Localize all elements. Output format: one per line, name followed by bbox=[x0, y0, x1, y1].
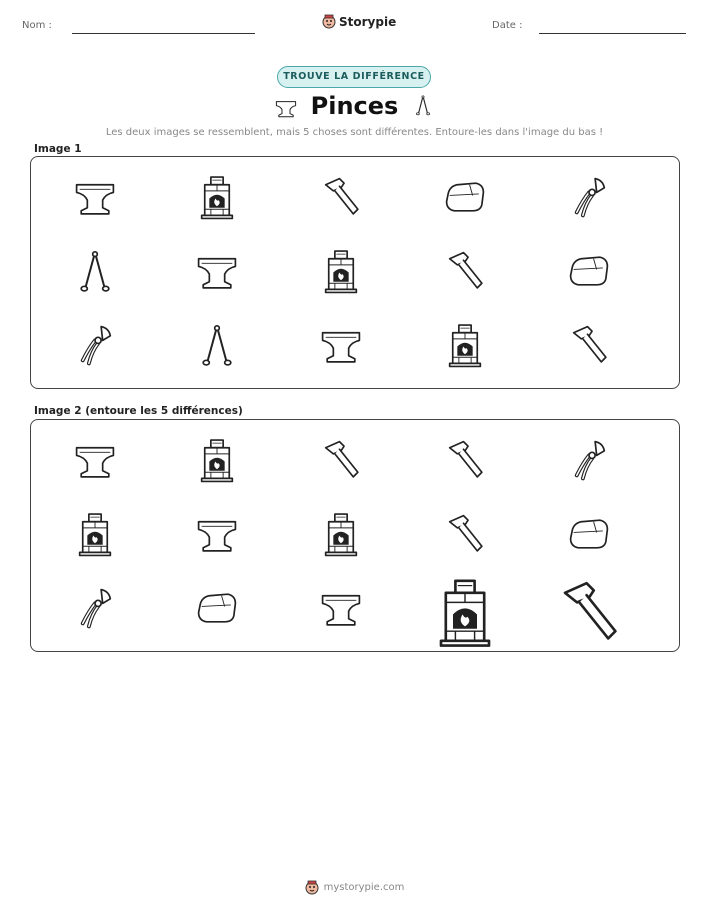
furnace-icon bbox=[318, 248, 364, 294]
image1-cell-r1-c1 bbox=[65, 167, 125, 227]
image2-cell-r3-c5[interactable] bbox=[549, 572, 629, 652]
image1-cell-r3-c2 bbox=[187, 315, 247, 375]
name-line[interactable] bbox=[72, 33, 255, 34]
pliers-icon bbox=[566, 437, 612, 483]
hammer-icon bbox=[318, 174, 364, 220]
image2-cell-r1-c5[interactable] bbox=[559, 430, 619, 490]
furnace-icon bbox=[442, 322, 488, 368]
image2-cell-r1-c3[interactable] bbox=[311, 430, 371, 490]
image1-label: Image 1 bbox=[34, 143, 82, 155]
hammer-icon bbox=[318, 437, 364, 483]
image1-cell-r3-c3 bbox=[311, 315, 371, 375]
footer bbox=[0, 880, 709, 895]
stone-icon bbox=[442, 174, 488, 220]
image2-cell-r3-c3[interactable] bbox=[311, 578, 371, 638]
brand-name: Storypie bbox=[339, 14, 397, 29]
image2-label: Image 2 (entoure les 5 différences) bbox=[34, 405, 243, 417]
tongs-icon bbox=[194, 322, 240, 368]
image1-cell-r2-c5 bbox=[559, 241, 619, 301]
furnace-icon bbox=[194, 437, 240, 483]
image1-cell-r2-c1 bbox=[65, 241, 125, 301]
hammer-icon bbox=[442, 511, 488, 557]
name-label: Nom : bbox=[22, 20, 52, 31]
storypie-mascot-icon bbox=[305, 880, 319, 895]
image2-cell-r3-c2[interactable] bbox=[187, 578, 247, 638]
instructions: Les deux images se ressemblent, mais 5 choses sont différentes. Entoure-les dans l'image du bas ! bbox=[105, 127, 604, 138]
worksheet-badge: TROUVE LA DIFFÉRENCE bbox=[277, 66, 431, 88]
anvil-icon bbox=[318, 322, 364, 368]
image1-cell-r1-c4 bbox=[435, 167, 495, 227]
page-title: Pinces bbox=[310, 92, 399, 120]
image2-cell-r1-c4[interactable] bbox=[435, 430, 495, 490]
tongs-icon bbox=[72, 248, 118, 294]
hammer-icon bbox=[442, 248, 488, 294]
image2-cell-r3-c1[interactable] bbox=[65, 578, 125, 638]
stone-icon bbox=[194, 585, 240, 631]
stone-icon bbox=[566, 248, 612, 294]
storypie-logo bbox=[322, 14, 396, 29]
image1-cell-r1-c5 bbox=[559, 167, 619, 227]
hammer-icon bbox=[442, 437, 488, 483]
image1-cell-r1-c2 bbox=[187, 167, 247, 227]
image2-panel[interactable] bbox=[30, 419, 680, 652]
date-line[interactable] bbox=[539, 33, 686, 34]
anvil-icon bbox=[194, 511, 240, 557]
image2-cell-r3-c4[interactable] bbox=[425, 572, 505, 652]
hammer-icon bbox=[553, 576, 625, 648]
image2-cell-r2-c2[interactable] bbox=[187, 504, 247, 564]
anvil-icon bbox=[318, 585, 364, 631]
footer-link[interactable]: mystorypie.com bbox=[323, 882, 405, 893]
anvil-icon bbox=[72, 174, 118, 220]
image1-cell-r3-c4 bbox=[435, 315, 495, 375]
pliers-icon bbox=[566, 174, 612, 220]
image1-panel bbox=[30, 156, 680, 389]
image1-cell-r1-c3 bbox=[311, 167, 371, 227]
hammer-icon bbox=[566, 322, 612, 368]
furnace-icon bbox=[429, 576, 501, 648]
image2-cell-r1-c2[interactable] bbox=[187, 430, 247, 490]
storypie-mascot-icon bbox=[322, 14, 336, 29]
furnace-icon bbox=[194, 174, 240, 220]
furnace-icon bbox=[72, 511, 118, 557]
image1-cell-r2-c3 bbox=[311, 241, 371, 301]
stone-icon bbox=[566, 511, 612, 557]
date-label: Date : bbox=[492, 20, 523, 31]
image1-cell-r2-c2 bbox=[187, 241, 247, 301]
image1-cell-r3-c5 bbox=[559, 315, 619, 375]
image1-cell-r2-c4 bbox=[435, 241, 495, 301]
anvil-icon bbox=[72, 437, 118, 483]
tongs-icon bbox=[412, 88, 434, 122]
image2-cell-r2-c3[interactable] bbox=[311, 504, 371, 564]
furnace-icon bbox=[318, 511, 364, 557]
pliers-icon bbox=[72, 585, 118, 631]
image1-cell-r3-c1 bbox=[65, 315, 125, 375]
image2-cell-r1-c1[interactable] bbox=[65, 430, 125, 490]
anvil-icon bbox=[194, 248, 240, 294]
image2-cell-r2-c4[interactable] bbox=[435, 504, 495, 564]
image2-cell-r2-c1[interactable] bbox=[65, 504, 125, 564]
image2-cell-r2-c5[interactable] bbox=[559, 504, 619, 564]
pliers-icon bbox=[72, 322, 118, 368]
